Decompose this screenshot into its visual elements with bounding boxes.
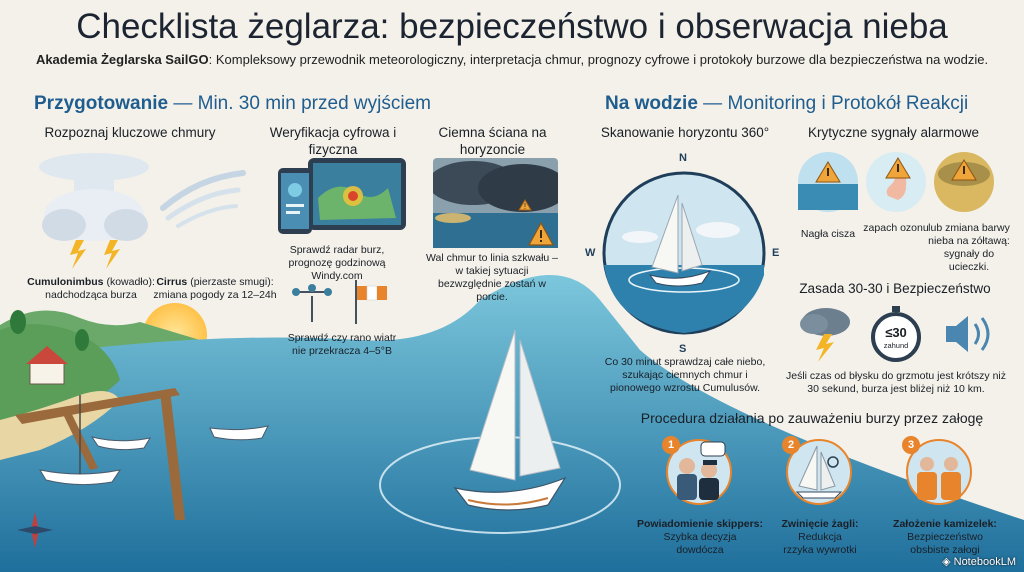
cumulonimbus-name: Cumulonimbus	[27, 276, 104, 288]
right-heading-rest: — Monitoring i Protokół Reakcji	[697, 93, 969, 114]
cumulonimbus-label	[26, 276, 156, 302]
step-2-badge: 2	[782, 436, 800, 454]
signal-label-1: zapach ozonu	[863, 222, 929, 234]
wall-text: Wal chmur to linia szkwału – w takiej sytuacji bezwzględnie zostań w porcie.	[425, 252, 559, 303]
cirrus-desc: zmiana pogody za 12–24h	[153, 289, 277, 301]
left-section-heading	[34, 92, 431, 116]
svg-text:!: !	[523, 202, 527, 211]
clouds-title: Rozpoznaj kluczowe chmury	[44, 125, 216, 140]
step-1-desc: Szybka decyzja dowdócza	[663, 531, 737, 556]
wind-flag-icon	[352, 280, 392, 324]
wall-title: Ciemna ściana na horyzoncie	[438, 125, 547, 157]
step-3-badge: 3	[902, 436, 920, 454]
signal-label-0: Nagła cisza	[800, 228, 856, 240]
cumulonimbus-desc: nadchodząca burza	[45, 289, 137, 301]
compass-s: S	[679, 343, 687, 355]
cirrus-label	[150, 276, 280, 302]
cirrus-icon	[158, 168, 248, 228]
timer-unit: zahund	[883, 341, 909, 350]
ozone-smell-icon	[864, 150, 928, 214]
yellow-sky-icon	[932, 150, 996, 214]
step-3-title: Założenie kamizelek:	[893, 518, 997, 530]
step-3-text	[880, 518, 1010, 557]
scan-title: Skanowanie horyzontu 360°	[600, 125, 770, 140]
brand-label: NotebookLM	[953, 556, 1016, 568]
brand-badge	[942, 555, 1016, 568]
left-heading-rest: — Min. 30 min przed wyjściem	[168, 93, 431, 114]
left-heading-bold: Przygotowanie	[34, 93, 169, 114]
radar-devices-icon	[278, 158, 408, 238]
signals-title: Krytyczne sygnały alarmowe	[807, 125, 980, 140]
right-heading-bold: Na wodzie	[605, 93, 698, 114]
cirrus-name: Cirrus	[156, 276, 188, 288]
subtitle-text: : Kompleksowy przewodnik meteorologiczny, interpretacja chmur, prognozy cyfrowe i protokoły burzowe dla bezpieczeństwa na wodzie.	[208, 52, 989, 67]
rule-title: Zasada 30-30 i Bezpieczeństwo	[799, 281, 991, 296]
cumulonimbus-icon	[34, 145, 154, 270]
step-3-desc: Bezpieczeństwo obsbiste załogi	[907, 531, 983, 556]
compass-e: E	[772, 247, 780, 259]
signal-label-2: lub zmiana barwy nieba na zółtawą: sygnały do ucieczki.	[928, 222, 1010, 273]
sudden-calm-icon	[796, 150, 860, 214]
step-2-title: Zwinięcie żagli:	[781, 518, 859, 530]
step-2-text	[760, 518, 880, 557]
scan-text: Co 30 minut sprawdzaj całe niebo, szukając ciemnych chmur i pionowego wzrostu Cumulusów.	[604, 356, 766, 394]
procedure-title: Procedura działania po zauważeniu burzy przez załogę	[640, 410, 984, 426]
lightning-cloud-icon	[798, 302, 854, 362]
cirrus-note: (pierzaste smugi):	[187, 276, 274, 288]
digital-title: Weryfikacja cyfrowa i fizyczna	[269, 125, 397, 157]
wind-text: Sprawdź czy rano wiatr nie przekracza 4–5°B	[287, 332, 397, 357]
radar-text: Sprawdź radar burz, prognozę godzinową Windy.com	[288, 244, 386, 282]
thunder-sound-icon	[942, 312, 998, 356]
compass-w: W	[585, 247, 596, 259]
step-2-desc: Redukcja rzzyka wywrotki	[783, 531, 857, 556]
academy-name: Akademia Żeglarska SailGO	[35, 52, 209, 67]
right-section-heading	[605, 92, 968, 116]
squall-warning-icon	[528, 222, 554, 246]
timer-value: ≤30	[885, 325, 907, 340]
step-1-title: Powiadomienie skippers:	[636, 518, 764, 530]
cumulonimbus-note: (kowadło):	[103, 276, 155, 288]
rule-text: Jeśli czas od błysku do grzmotu jest krótszy niż 30 sekund, burza jest bliżej niż 10 km.	[786, 370, 1006, 395]
horizon-scan-compass	[598, 155, 770, 355]
brand-icon: ◈	[942, 556, 954, 568]
step-1-badge: 1	[662, 436, 680, 454]
anemometer-icon	[292, 282, 332, 322]
page-subtitle	[10, 52, 1014, 68]
page-title: Checklista żeglarza: bezpieczeństwo i obserwacja nieba	[76, 7, 948, 46]
step-1-text	[630, 518, 770, 557]
compass-n: N	[679, 152, 687, 164]
